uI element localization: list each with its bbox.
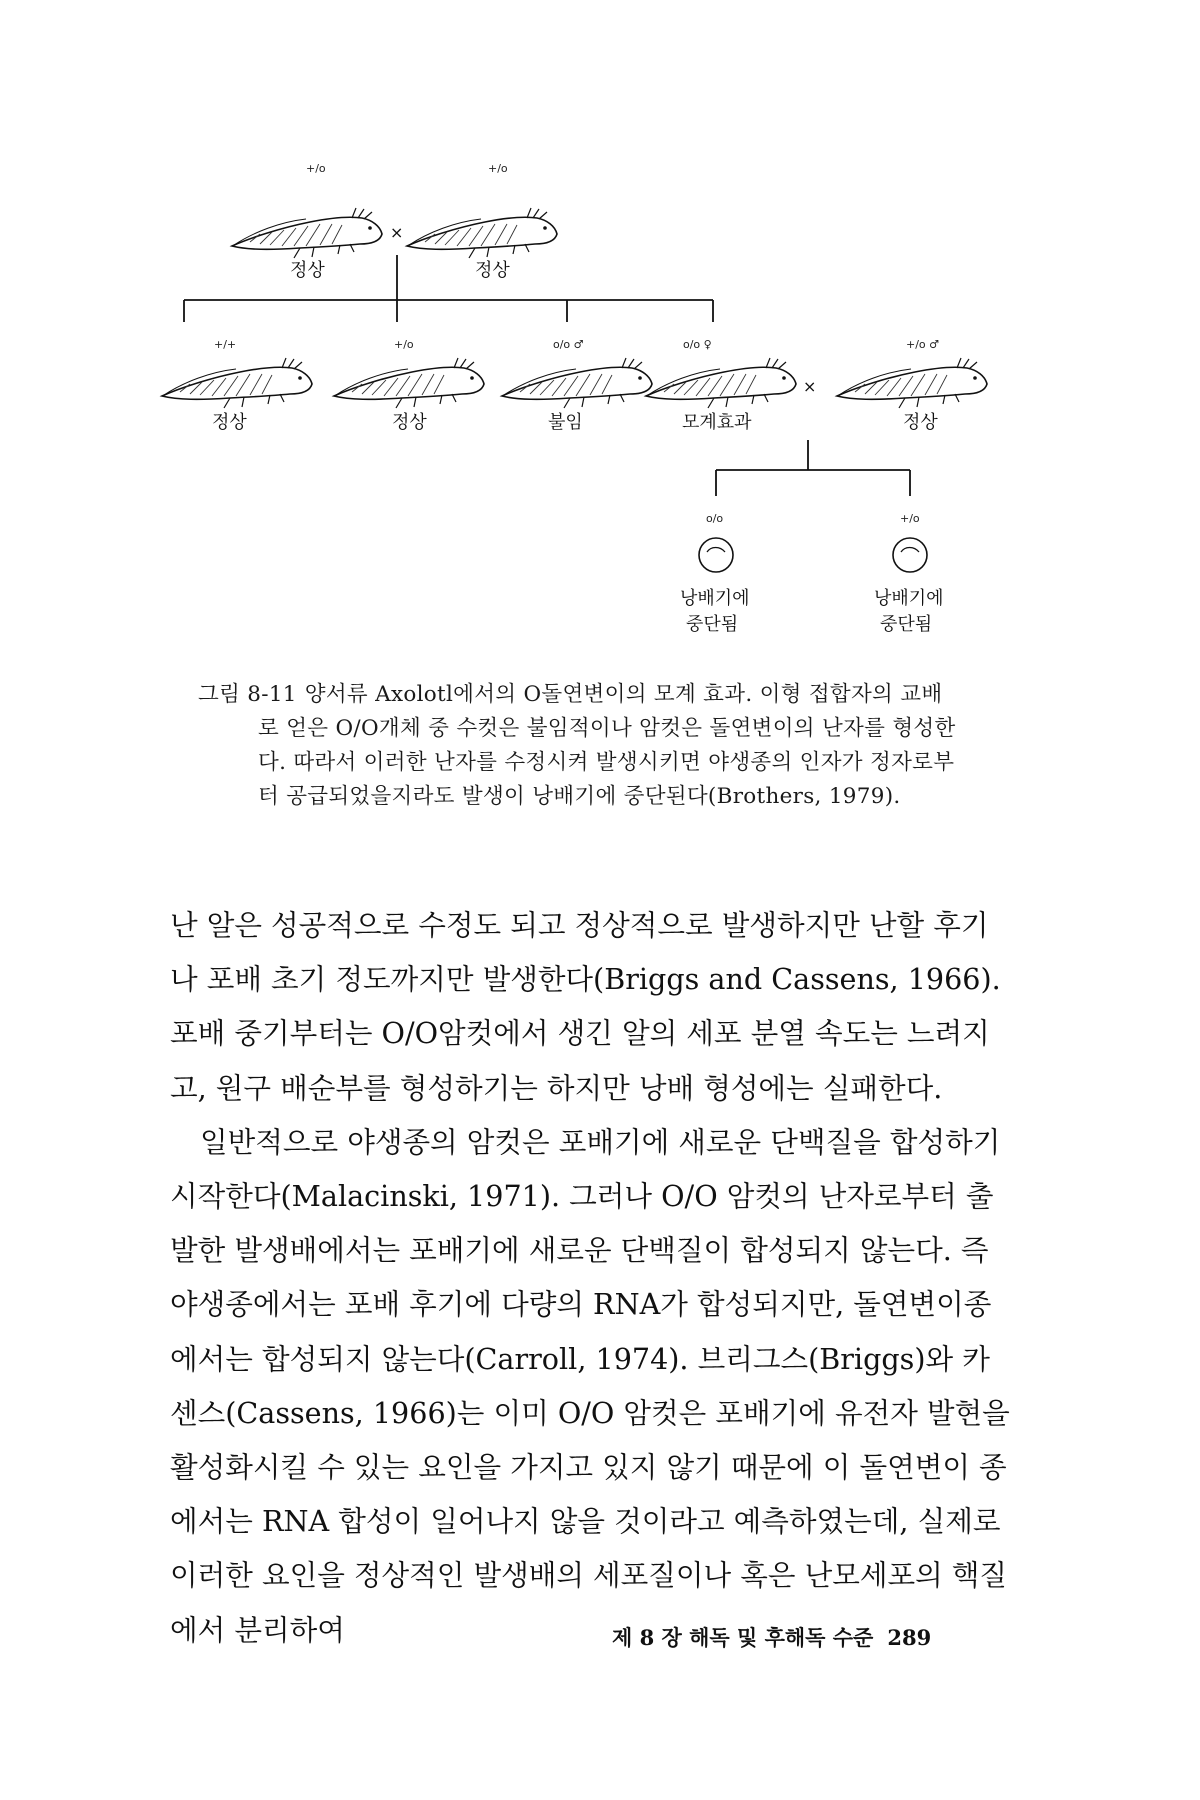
axolotl-parent-left bbox=[232, 208, 382, 258]
label-child1: 정상 bbox=[212, 412, 247, 433]
label-mate: 정상 bbox=[903, 412, 938, 433]
pedigree-figure bbox=[0, 0, 1200, 670]
caption-line-1 bbox=[198, 678, 1008, 712]
cross-symbol-children: × bbox=[803, 377, 817, 396]
caption-line-3: 다. 따라서 이러한 난자를 수정시켜 발생시키면 야생종의 인자가 정자로부 bbox=[258, 750, 955, 775]
label-embryo-left-line1: 낭배기에 bbox=[680, 588, 750, 609]
figure-label: 그림 8-11 bbox=[198, 682, 297, 707]
genotype-child1: +/+ bbox=[214, 338, 237, 351]
page-number: 289 bbox=[887, 1625, 932, 1650]
label-parent-right: 정상 bbox=[475, 260, 510, 281]
axolotl-child3 bbox=[502, 358, 652, 408]
axolotl-parent-right bbox=[407, 208, 557, 258]
caption-line-2: 로 얻은 O/O개체 중 수컷은 불임적이나 암컷은 돌연변이의 난자를 형성한 bbox=[258, 716, 956, 741]
caption-line-4: 터 공급되었을지라도 발생이 낭배기에 중단된다(Brothers, 1979). bbox=[258, 784, 901, 809]
label-parent-left: 정상 bbox=[290, 260, 325, 281]
genotype-embryo-left: o/o bbox=[706, 512, 724, 525]
genotype-child3: o/o ♂ bbox=[553, 338, 584, 351]
paragraph-1: 난 알은 성공적으로 수정도 되고 정상적으로 발생하지만 난할 후기나 포배 초기 정도까지만 발생한다(Briggs and Cassens, 1966). 포배 중기부터는 O/O암컷에서 생긴 알의 세포 분열 속도는 느려지고, 원구 배순부를 형성하기는 하지만 낭배 형성에는 실패한다. bbox=[170, 908, 1001, 1105]
axolotl-child4 bbox=[646, 358, 796, 408]
label-embryo-right-line2: 중단됨 bbox=[880, 614, 933, 635]
genotype-embryo-right: +/o bbox=[900, 512, 920, 525]
axolotl-child2 bbox=[334, 358, 484, 408]
chapter-title: 제 8 장 해독 및 후해독 수준 bbox=[612, 1625, 874, 1650]
cross-symbol-parents: × bbox=[390, 223, 404, 242]
label-child3: 불임 bbox=[548, 412, 583, 433]
running-footer bbox=[612, 1622, 1012, 1652]
embryo-right bbox=[893, 538, 927, 572]
paragraph-2: 일반적으로 야생종의 암컷은 포배기에 새로운 단백질을 합성하기 시작한다(Malacinski, 1971). 그러나 O/O 암컷의 난자로부터 출발한 발생배에서는 포배기에 새로운 단백질이 합성되지 않는다. 즉 야생종에서는 포배 후기에 다량의 RNA가 합성되지만, 돌연변이종에서는 합성되지 않는다(Carroll, 1974). 브리그스(Briggs)와 카센스(Cassens, 1966)는 이미 O/O 암컷은 포배기에 유전자 발현을 활성화시킬 수 있는 요인을 가지고 있지 않기 때문에 이 돌연변이 종에서는 RNA 합성이 일어나지 않을 것이라고 예측하였는데, 실제로 이러한 요인을 정상적인 발생배의 세포질이나 혹은 난모세포의 핵질에서 분리하여 bbox=[170, 1124, 1010, 1647]
axolotl-mate bbox=[837, 358, 987, 408]
genotype-parent-right: +/o bbox=[488, 162, 508, 175]
body-text bbox=[170, 898, 1015, 1657]
genotype-parent-left: +/o bbox=[306, 162, 326, 175]
embryo-left bbox=[699, 538, 733, 572]
label-embryo-right-line1: 낭배기에 bbox=[874, 588, 944, 609]
genotype-child2: +/o bbox=[394, 338, 414, 351]
figure-caption bbox=[198, 678, 1008, 814]
label-child2: 정상 bbox=[392, 412, 427, 433]
label-child4: 모계효과 bbox=[682, 412, 752, 433]
genotype-child4: o/o ♀ bbox=[683, 338, 712, 351]
caption-text-1: 양서류 Axolotl에서의 O돌연변이의 모계 효과. 이형 접합자의 교배 bbox=[304, 682, 943, 707]
label-embryo-left-line2: 중단됨 bbox=[686, 614, 739, 635]
axolotl-child1 bbox=[162, 358, 312, 408]
genotype-mate: +/o ♂ bbox=[906, 338, 940, 351]
